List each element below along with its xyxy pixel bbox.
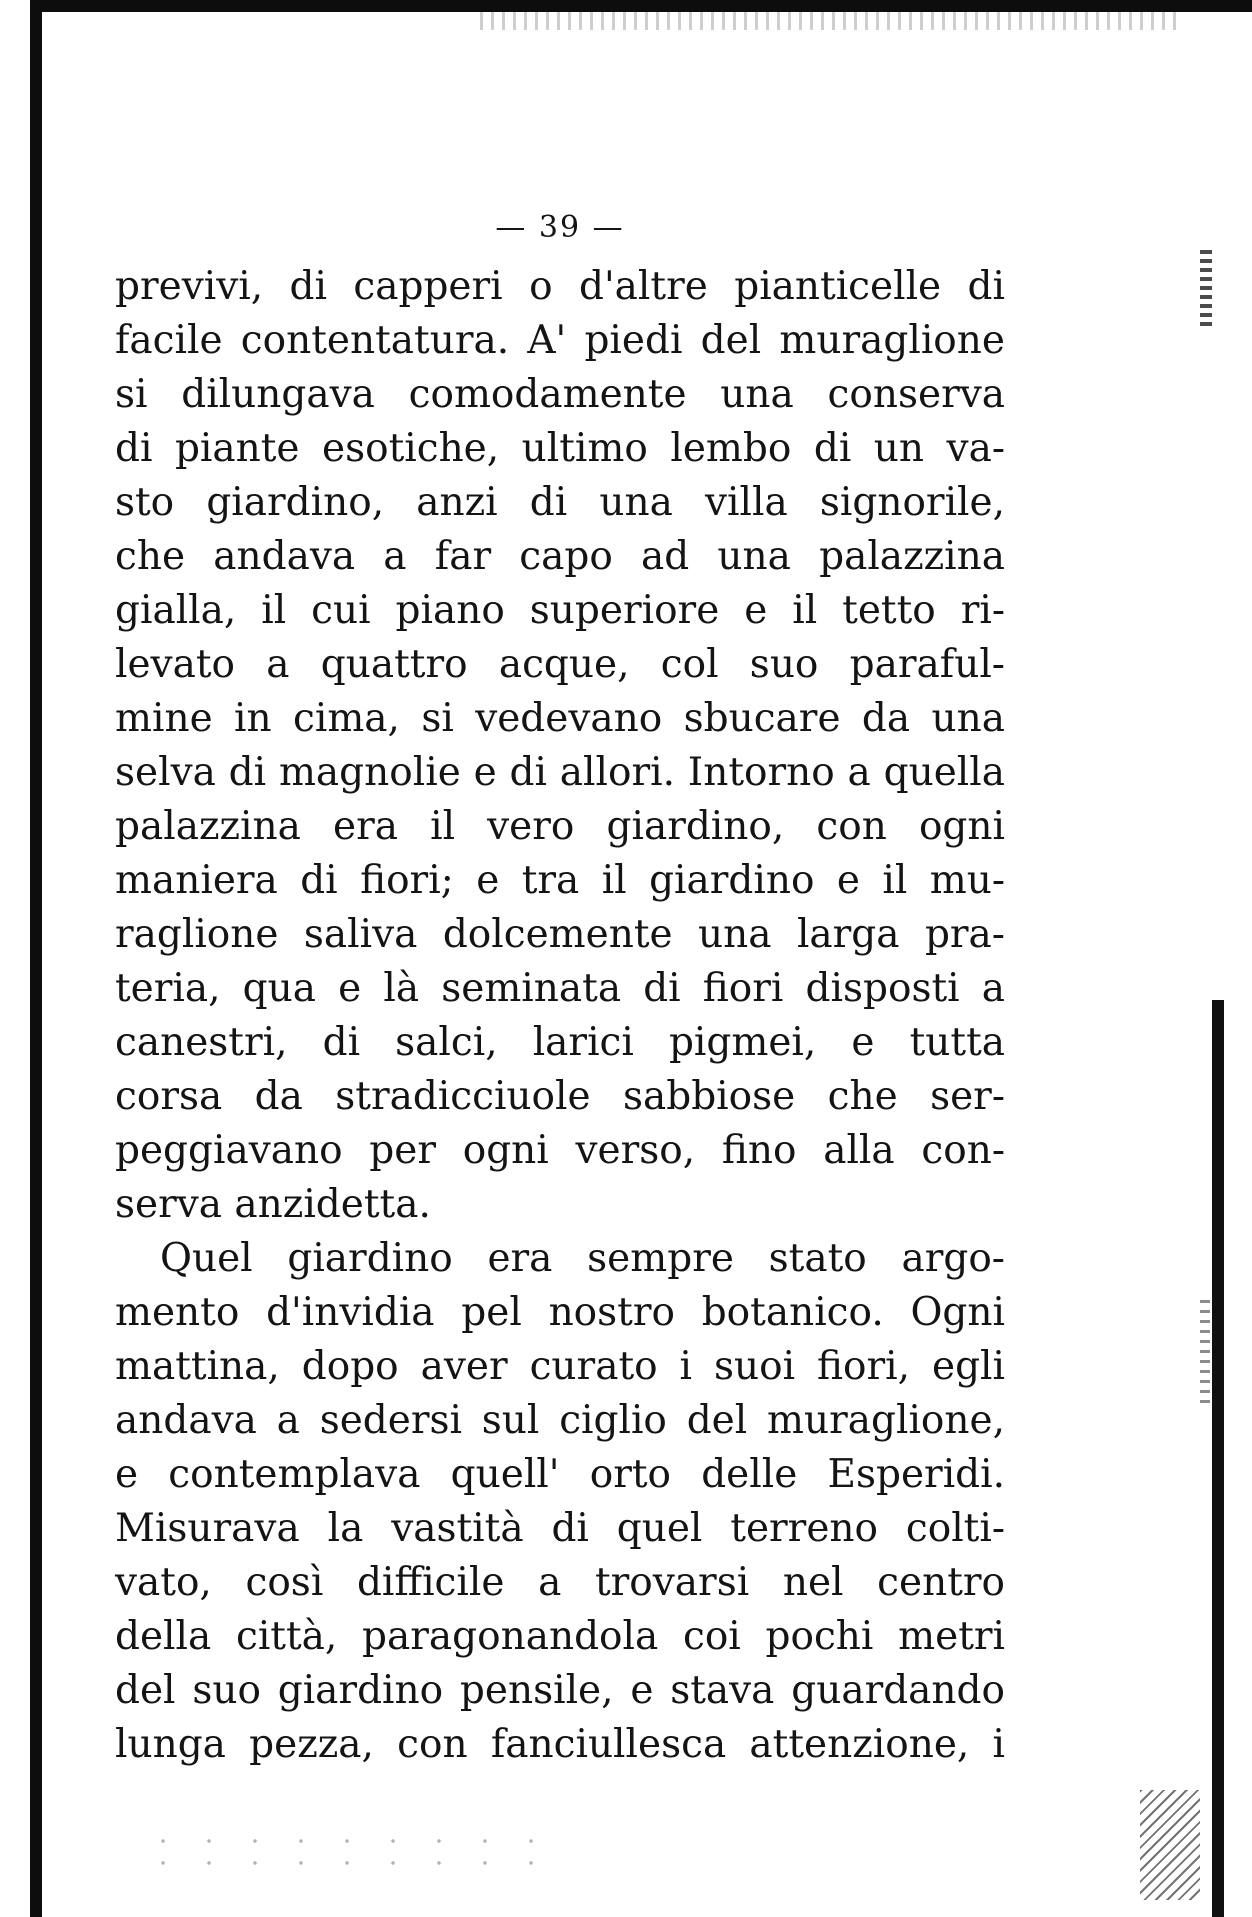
- body-text: [115, 260, 1005, 1772]
- text-line: previvi, di capperi o d'altre pianticelle di: [115, 264, 1005, 309]
- text-line: canestri, di salci, larici pigmei, e tutta: [115, 1020, 1005, 1065]
- text-line: maniera di fiori; e tra il giardino e il mu-: [115, 858, 1005, 903]
- text-line: andava a sedersi sul ciglio del muraglione,: [115, 1398, 1005, 1443]
- text-line: di piante esotiche, ultimo lembo di un va-: [115, 426, 1005, 471]
- text-line: lunga pezza, con fanciullesca attenzione, i: [115, 1722, 1005, 1767]
- scan-noise-bottom: [140, 1830, 540, 1870]
- text-line: corsa da stradicciuole sabbiose che ser-: [115, 1074, 1005, 1119]
- top-edge-shadow: [30, 0, 1252, 12]
- scan-artifact-right-middle: [1200, 1300, 1210, 1410]
- text-line: Misurava la vastità di quel terreno colti-: [115, 1506, 1005, 1551]
- text-line: sto giardino, anzi di una villa signorile,: [115, 480, 1005, 525]
- text-line: vato, così difficile a trovarsi nel centro: [115, 1560, 1005, 1605]
- text-line: e contemplava quell' orto delle Esperidi.: [115, 1452, 1005, 1497]
- text-line: del suo giardino pensile, e stava guardando: [115, 1668, 1005, 1713]
- scan-artifact-corner: [1140, 1790, 1200, 1900]
- binding-edge-shadow: [30, 0, 42, 1917]
- text-line: gialla, il cui piano superiore e il tetto ri-: [115, 588, 1005, 633]
- text-line-paragraph-start: Quel giardino era sempre stato argo-: [160, 1236, 1005, 1281]
- text-line: mento d'invidia pel nostro botanico. Ogni: [115, 1290, 1005, 1335]
- text-line: si dilungava comodamente una conserva: [115, 372, 1005, 417]
- text-line-paragraph-end: serva anzidetta.: [115, 1182, 431, 1227]
- page-number: — 39 —: [495, 210, 625, 245]
- text-line: teria, qua e là seminata di fiori disposti a: [115, 966, 1005, 1011]
- text-line: selva di magnolie e di allori. Intorno a quella: [115, 750, 1005, 795]
- scan-noise-top: [480, 12, 1180, 30]
- text-line: mattina, dopo aver curato i suoi fiori, egli: [115, 1344, 1005, 1389]
- text-line: palazzina era il vero giardino, con ogni: [115, 804, 1005, 849]
- text-line: mine in cima, si vedevano sbucare da una: [115, 696, 1005, 741]
- right-edge-shadow: [1212, 1000, 1224, 1917]
- text-line: peggiavano per ogni verso, fino alla con-: [115, 1128, 1005, 1173]
- text-line: raglione saliva dolcemente una larga pra-: [115, 912, 1005, 957]
- text-line: che andava a far capo ad una palazzina: [115, 534, 1005, 579]
- text-line: facile contentatura. A' piedi del muraglione: [115, 318, 1005, 363]
- text-line: della città, paragonandola coi pochi metri: [115, 1614, 1005, 1659]
- text-line: levato a quattro acque, col suo paraful-: [115, 642, 1005, 687]
- scan-artifact-right-upper: [1200, 250, 1212, 330]
